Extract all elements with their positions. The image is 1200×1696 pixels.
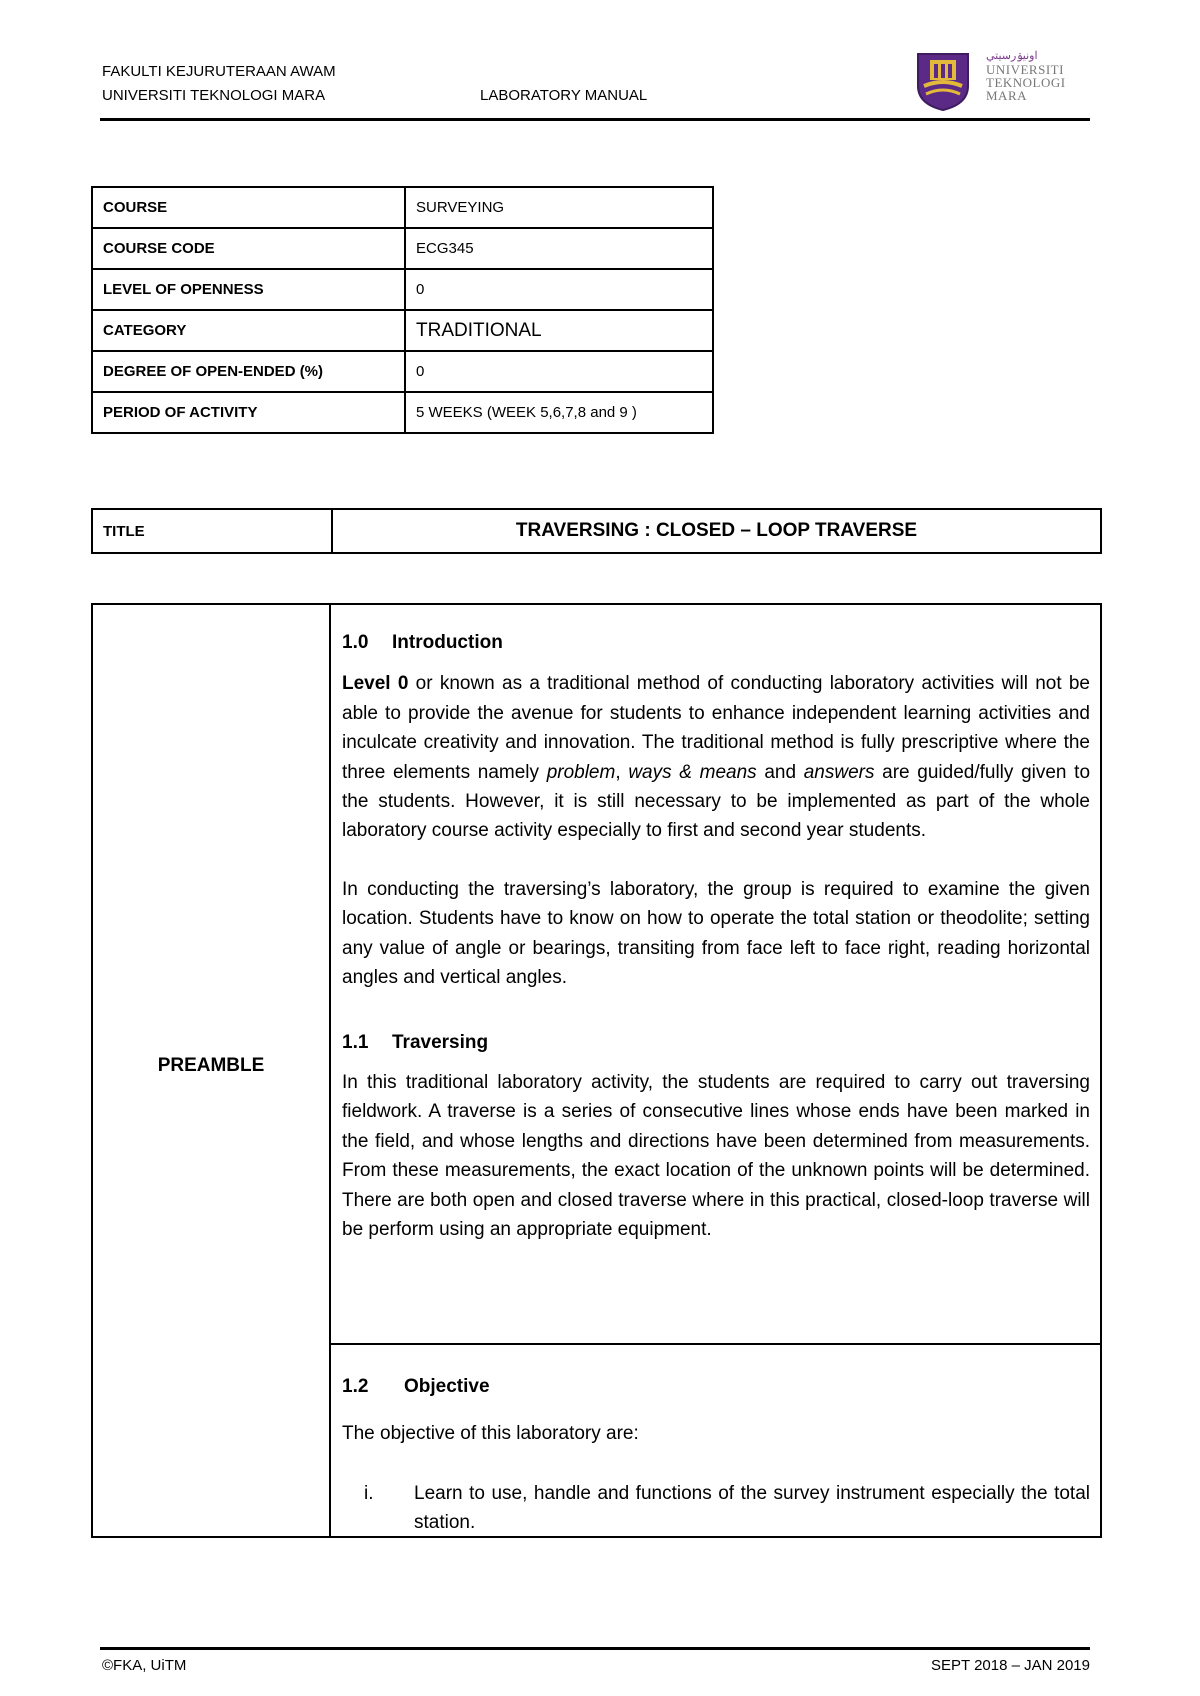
preamble-label: PREAMBLE — [157, 1055, 265, 1076]
preamble-upper-content — [342, 628, 1090, 1244]
logo-text-line: TEKNOLOGI — [986, 75, 1066, 90]
category-label: CATEGORY — [92, 310, 405, 351]
course-info-table — [91, 186, 714, 434]
objective-section-divider — [331, 1343, 1102, 1345]
footer-session: SEPT 2018 – JAN 2019 — [931, 1657, 1090, 1674]
intro-text: , — [615, 761, 629, 783]
title-label: TITLE — [92, 509, 332, 553]
table-row — [92, 509, 1101, 553]
intro-text: or known as a traditional method of conducting laboratory activities will not be able to provide the avenue for students to enhance independent learning activities and inculcate creativity and innovation. The traditional method is fully prescriptive where the three elements namely — [342, 673, 1090, 783]
period-of-activity-label: PERIOD OF ACTIVITY — [92, 392, 405, 433]
faculty-name: FAKULTI KEJURUTERAAN AWAM — [102, 63, 336, 80]
section-title: Objective — [404, 1376, 490, 1397]
footer-rule — [100, 1647, 1090, 1650]
university-logo — [912, 50, 1092, 118]
intro-paragraph-2: In conducting the traversing’s laboratory, the group is required to examine the given location. Students have to know on how to operate the total station or theodolite; setting any value of angle or bearings, transiting from face left to face right, reading horizontal angles and vertical angles. — [342, 878, 1090, 989]
problem-emphasis: problem — [546, 761, 616, 783]
crest-icon — [912, 50, 974, 112]
table-row — [92, 269, 713, 310]
degree-open-ended-value: 0 — [405, 351, 713, 392]
section-title: Introduction — [392, 632, 503, 653]
table-row — [92, 310, 713, 351]
section-number: 1.1 — [342, 1032, 369, 1054]
course-code-value: ECG345 — [405, 228, 713, 269]
level-emphasis: Level 0 — [342, 673, 409, 695]
objective-intro: The objective of this laboratory are: — [342, 1423, 639, 1445]
ways-means-emphasis: ways & means — [628, 761, 757, 783]
section-heading-introduction — [342, 628, 1090, 657]
intro-text: are guided/fully given to the students. However, it is still necessary to be implemented as part of the whole laboratory course activity especially to first and second year students. — [342, 761, 1091, 842]
section-number: 1.0 — [342, 632, 369, 653]
intro-paragraph-1 — [342, 669, 1090, 845]
header-rule — [100, 118, 1090, 121]
logo-text-line: MARA — [986, 88, 1028, 103]
objective-text: Learn to use, handle and functions of the survey instrument especially the total station. — [414, 1482, 1090, 1534]
title-value: TRAVERSING : CLOSED – LOOP TRAVERSE — [332, 509, 1101, 553]
table-row — [92, 351, 713, 392]
title-table — [91, 508, 1102, 554]
course-code-label: COURSE CODE — [92, 228, 405, 269]
logo-text-line: UNIVERSITI — [986, 62, 1064, 77]
answers-emphasis: answers — [803, 761, 875, 783]
objective-list-item — [342, 1479, 1090, 1538]
list-marker: i. — [364, 1482, 374, 1504]
category-value: TRADITIONAL — [405, 310, 713, 351]
table-row — [92, 187, 713, 228]
level-of-openness-value: 0 — [405, 269, 713, 310]
table-row — [92, 228, 713, 269]
intro-text: and — [756, 761, 804, 783]
footer-copyright: ©FKA, UiTM — [102, 1657, 187, 1674]
level-of-openness-label: LEVEL OF OPENNESS — [92, 269, 405, 310]
section-heading-objective — [342, 1372, 1090, 1401]
course-value: SURVEYING — [405, 187, 713, 228]
traversing-paragraph: In this traditional laboratory activity, the students are required to carry out traversing fieldwork. A traverse is a series of consecutive lines whose ends have been marked in the field, and whose lengths and directions have been determined from measurements. From these measurements, the exact location of the unknown points will be determined. There are both open and closed traverse where in this practical, closed-loop traverse will be perform using an appropriate equipment. — [342, 1071, 1090, 1240]
degree-open-ended-label: DEGREE OF OPEN-ENDED (%) — [92, 351, 405, 392]
table-row — [92, 392, 713, 433]
objective-content — [342, 1372, 1090, 1538]
university-name: UNIVERSITI TEKNOLOGI MARA — [102, 87, 326, 104]
manual-label: LABORATORY MANUAL — [480, 87, 648, 104]
course-label: COURSE — [92, 187, 405, 228]
section-heading-traversing — [342, 1028, 1090, 1057]
section-number: 1.2 — [342, 1376, 369, 1397]
period-of-activity-value: 5 WEEKS (WEEK 5,6,7,8 and 9 ) — [405, 392, 713, 433]
section-title: Traversing — [392, 1032, 489, 1054]
logo-jawi-text: اونيۏرسيتي — [986, 50, 1038, 62]
